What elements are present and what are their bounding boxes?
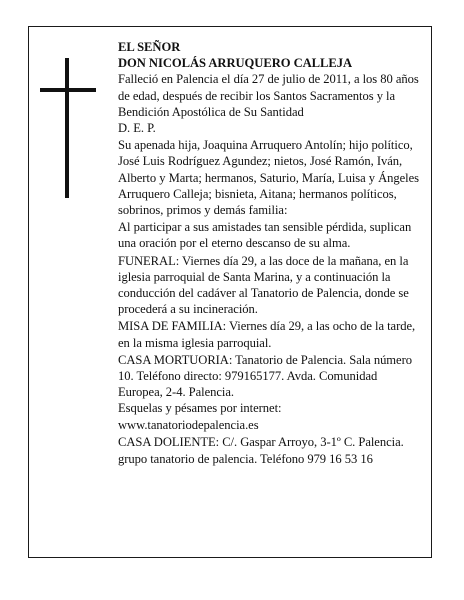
funeral-paragraph: FUNERAL: Viernes día 29, a las doce de la mañana, en la iglesia parroquial de Santa Marina, y a continuación la conducción del cadáver al Tanatorio de Palencia, donde se procederá a su incineración.	[118, 253, 409, 317]
deceased-name: DON NICOLÁS ARRUQUERO CALLEJA	[118, 56, 353, 71]
heading-title: EL SEÑOR	[118, 40, 181, 54]
esquelas-label: Esquelas y pésames por internet:	[118, 401, 282, 416]
request-paragraph: Al participar a sus amistades tan sensible pérdida, suplican una oración por el eterno descanso de su alma.	[118, 220, 412, 251]
dep-line: D. E. P.	[118, 121, 156, 136]
family-mass-paragraph: MISA DE FAMILIA: Viernes día 29, a las ocho de la tarde, en la misma iglesia parroquial.	[118, 319, 416, 350]
cross-vertical-bar	[65, 58, 69, 198]
cross-horizontal-bar	[40, 88, 96, 92]
casa-doliente-paragraph: CASA DOLIENTE: C/. Gaspar Arroyo, 3-1º C. Palencia.	[118, 434, 404, 449]
death-paragraph: Falleció en Palencia el día 27 de julio de 2011, a los 80 años de edad, después de recibir los Santos Sacramentos y la Bendición Apostólica de Su Santidad	[118, 72, 419, 119]
footer-line: grupo tanatorio de palencia. Teléfono 979 16 53 16	[118, 452, 373, 467]
obituary-text	[118, 39, 420, 467]
esquelas-url: www.tanatoriodepalencia.es	[118, 417, 259, 432]
family-paragraph: Su apenada hija, Joaquina Arruquero Antolín; hijo político, José Luis Rodríguez Agundez; nietos, José Ramón, Iván, Alberto y Marta; hermanos, Saturio, María, Luisa y Ángeles Arruquero Calleja; bisnieta, Aitana; hermanos políticos, sobrinos, primos y demás familia:	[118, 138, 420, 218]
casa-mortuoria-paragraph: CASA MORTUORIA: Tanatorio de Palencia. Sala número 10. Teléfono directo: 979165177. Avda. Comunidad Europea, 2-4. Palencia.	[118, 352, 412, 400]
